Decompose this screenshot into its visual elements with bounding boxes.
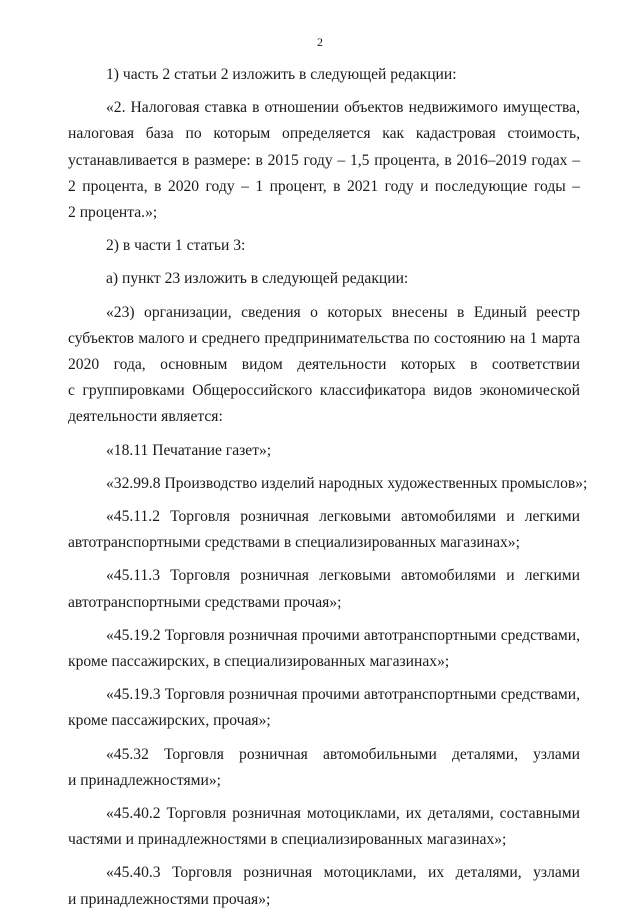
paragraph: [68, 563, 580, 615]
text-line: «32.99.8 Производство изделий народных художественных промыслов»;: [106, 474, 588, 492]
text-line: 2) в части 1 статьи 3:: [106, 237, 246, 255]
text-line: «45.11.2 Торговля розничная легковыми автомобилями и легкими: [106, 508, 580, 526]
text-line: субъектов малого и среднего предпринимательства по состоянию на 1 марта: [68, 329, 580, 347]
text-line: «45.40.2 Торговля розничная мотоциклами, их деталями, составными: [106, 805, 580, 823]
text-line: «2. Налоговая ставка в отношении объектов недвижимого имущества,: [106, 99, 580, 117]
text-line: а) пункт 23 изложить в следующей редакции:: [106, 270, 409, 288]
text-line: кроме пассажирских, прочая»;: [68, 712, 271, 730]
paragraph: [68, 95, 580, 226]
text-line: деятельности является:: [68, 408, 223, 426]
paragraph: [68, 742, 580, 794]
page-number: 2: [317, 35, 323, 49]
text-line: и принадлежностями»;: [68, 771, 221, 789]
paragraph: [68, 682, 580, 734]
text-line: «45.11.3 Торговля розничная легковыми автомобилями и легкими: [106, 567, 580, 585]
paragraph: [68, 801, 580, 853]
text-line: частями и принадлежностями в специализированных магазинах»;: [68, 831, 507, 849]
text-line: «45.40.3 Торговля розничная мотоциклами, их деталями, узлами: [106, 864, 580, 882]
text-line: «45.19.2 Торговля розничная прочими автотранспортными средствами,: [106, 626, 580, 644]
text-line: 2 процента, в 2020 году – 1 процент, в 2021 году и последующие годы –: [68, 177, 580, 195]
text-line: «45.19.3 Торговля розничная прочими автотранспортными средствами,: [106, 686, 580, 704]
paragraph: [68, 471, 588, 497]
text-line: 2 процента.»;: [68, 204, 158, 222]
text-line: кроме пассажирских, в специализированных магазинах»;: [68, 653, 450, 671]
paragraph: [68, 233, 580, 259]
text-line: 2020 года, основным видом деятельности которых в соответствии: [68, 356, 580, 374]
paragraph: [68, 504, 580, 556]
text-line: «45.32 Торговля розничная автомобильными деталями, узлами: [106, 745, 580, 763]
document-body: [68, 62, 588, 913]
paragraph: [68, 860, 580, 912]
text-line: 1) часть 2 статьи 2 изложить в следующей редакции:: [106, 66, 457, 83]
text-line: «18.11 Печатание газет»;: [106, 441, 272, 459]
paragraph: [68, 266, 580, 292]
paragraph: [68, 438, 580, 464]
text-line: устанавливается в размере: в 2015 году – 1,5 процента, в 2016–2019 годах –: [68, 151, 580, 169]
text-line: налоговая база по которым определяется как кадастровая стоимость,: [68, 125, 580, 143]
text-line: с группировками Общероссийского классификатора видов экономической: [68, 382, 580, 400]
text-line: автотранспортными средствами в специализированных магазинах»;: [68, 534, 520, 552]
paragraph: [68, 300, 580, 431]
text-line: и принадлежностями прочая»;: [68, 890, 271, 908]
paragraph: [68, 623, 580, 675]
text-line: «23) организации, сведения о которых внесены в Единый реестр: [106, 303, 580, 321]
text-line: автотранспортными средствами прочая»;: [68, 593, 342, 611]
paragraph: [68, 62, 580, 88]
